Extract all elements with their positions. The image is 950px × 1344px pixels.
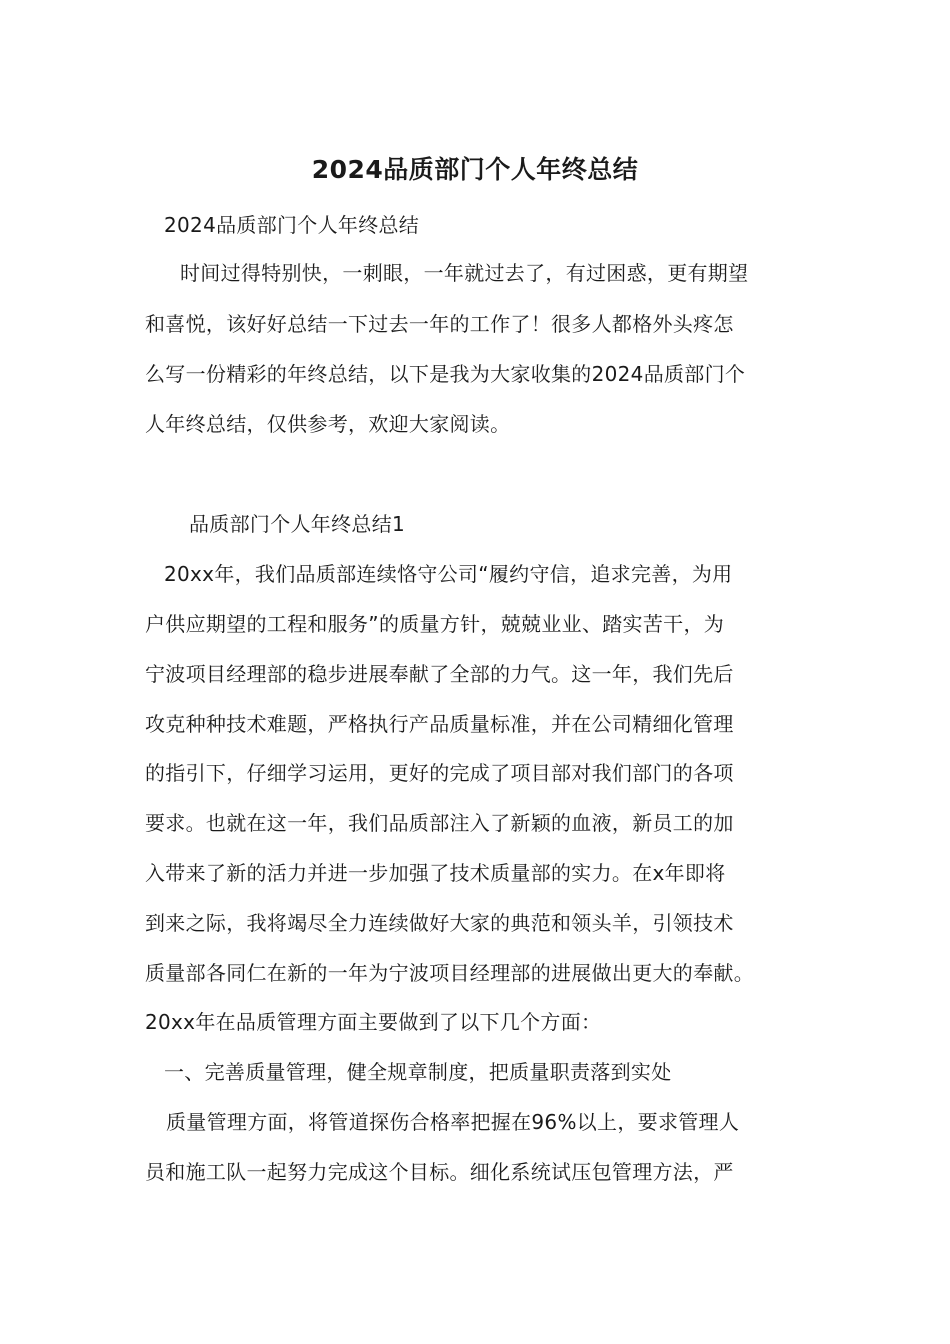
intro-line: 么写一份精彩的年终总结，以下是我为大家收集的2024品质部门个: [145, 362, 746, 386]
item-line: 员和施工队一起努力完成这个目标。细化系统试压包管理方法，严: [145, 1160, 734, 1184]
body-line: 宁波项目经理部的稳步进展奉献了全部的力气。这一年，我们先后: [145, 662, 734, 686]
item-line: 质量管理方面，将管道探伤合格率把握在96%以上，要求管理人: [166, 1110, 740, 1134]
body-line: 攻克种种技术难题，严格执行产品质量标准，并在公司精细化管理: [145, 712, 734, 736]
body-line: 质量部各同仁在新的一年为宁波项目经理部的进展做出更大的奉献。: [145, 961, 754, 985]
intro-line: 人年终总结，仅供参考，欢迎大家阅读。: [145, 412, 511, 436]
body-line: 入带来了新的活力并进一步加强了技术质量部的实力。在x年即将: [145, 861, 726, 885]
document-subtitle: 2024品质部门个人年终总结: [164, 213, 420, 237]
section-heading: 品质部门个人年终总结1: [189, 512, 406, 536]
body-line: 到来之际，我将竭尽全力连续做好大家的典范和领头羊，引领技术: [145, 911, 734, 935]
document-title: 2024品质部门个人年终总结: [311, 155, 639, 184]
intro-line: 时间过得特别快，一刺眼，一年就过去了，有过困惑，更有期望: [180, 261, 749, 285]
item-heading: 一、完善质量管理，健全规章制度，把质量职责落到实处: [164, 1060, 672, 1084]
body-line: 户供应期望的工程和服务”的质量方针，兢兢业业、踏实苦干，为: [145, 612, 725, 636]
body-line: 要求。也就在这一年，我们品质部注入了新颖的血液，新员工的加: [145, 811, 734, 835]
body-line: 20xx年，我们品质部连续恪守公司“履约守信，追求完善，为用: [164, 562, 733, 586]
body-line: 的指引下，仔细学习运用，更好的完成了项目部对我们部门的各项: [145, 761, 734, 785]
body-line: 20xx年在品质管理方面主要做到了以下几个方面：: [145, 1010, 602, 1034]
intro-line: 和喜悦，该好好总结一下过去一年的工作了！很多人都格外头疼怎: [145, 312, 734, 336]
